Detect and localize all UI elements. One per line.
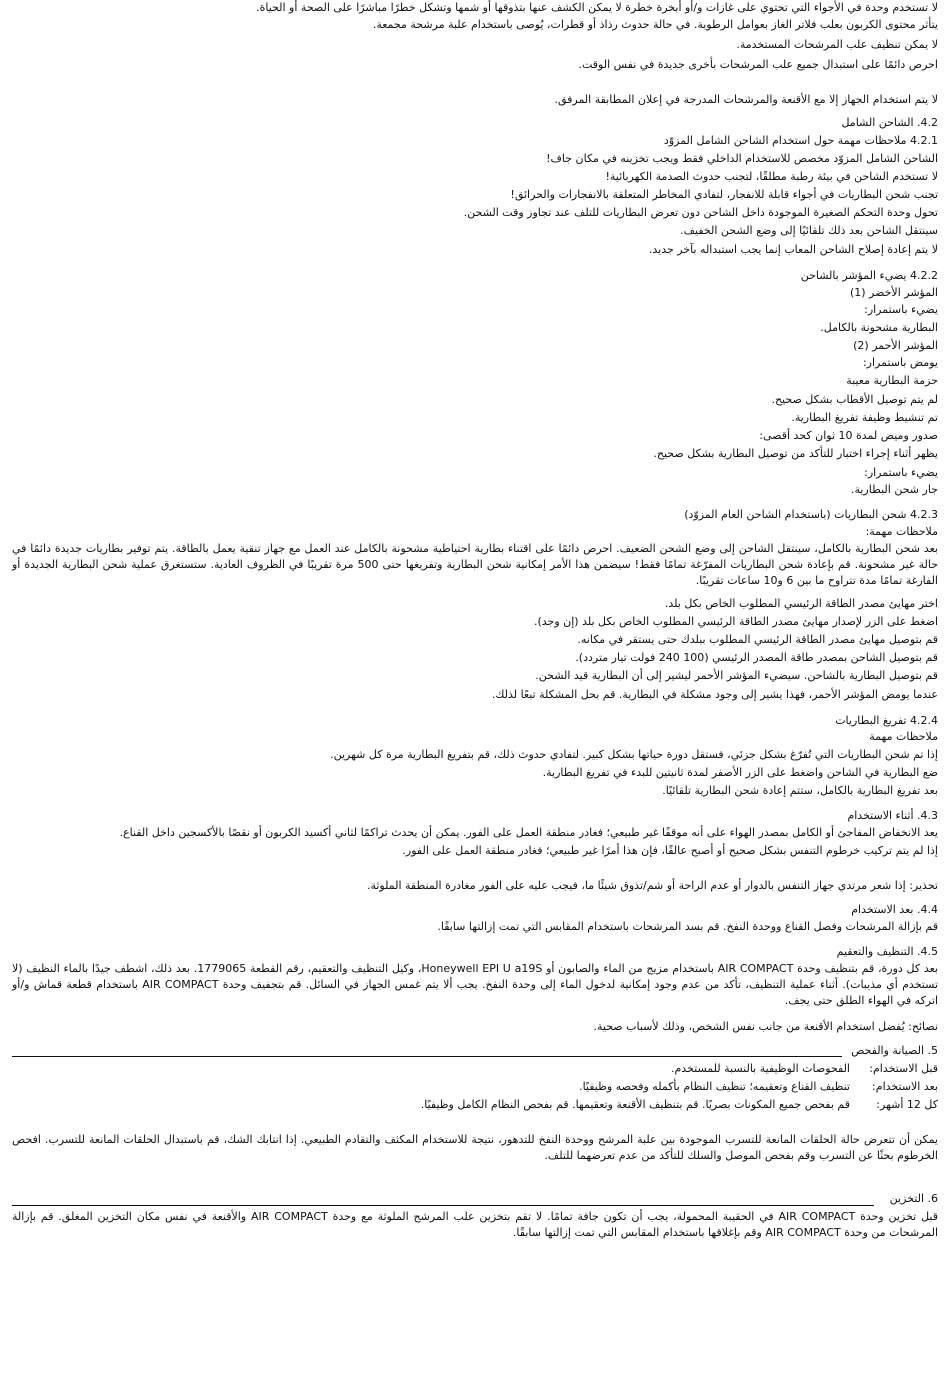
indicator-line: لم يتم توصيل الأقطاب بشكل صحيح. <box>771 393 938 406</box>
section-heading-6: 6. التخزين <box>889 1192 938 1205</box>
warning-line: لا تستخدم وحدة في الأجواء التي تحتوي على غازات و/أو أبخرة خطرة لا يمكن الكشف عنها بتذوقها أو شمها وتشكل خطرًا مباشرًا على الصحة أو الحياة. <box>256 1 938 14</box>
indicator-line: يومض باستمرار: <box>862 356 938 369</box>
section-heading-4-2-4: 4.2.4 تفريغ البطاريات <box>835 714 938 727</box>
maintenance-what: تنظيف القناع وتعقيمه؛ تنظيف النظام بأكمله وفحصه وظيفيًا. <box>579 1080 850 1093</box>
list-item: الشاحن الشامل المزوّد مخصص للاستخدام الداخلي فقط ويجب تخزينه في مكان جاف! <box>546 152 938 165</box>
section-heading-4-2: 4.2. الشاحن الشامل <box>841 116 938 129</box>
notes-label: ملاحظات مهمة: <box>865 525 938 538</box>
indicator-line: يضيء باستمرار: <box>864 466 938 479</box>
usage-line: يعد الانخفاض المفاجئ أو الكامل بمصدر الهواء على أنه موقفًا غير طبيعي؛ فغادر منطقة العمل على الفور. يمكن أن يحدث تراكمًا لثاني أكسيد الكربون أو نقصًا بالأكسجين داخل القناع. <box>119 826 938 839</box>
heading-rule <box>12 1056 842 1057</box>
discharge-line: إذا تم شحن البطاريات التي تُفرّغ بشكل جزئي، فستقل دورة حياتها بشكل كبير. لتفادي حدوث ذلك، قم بتفريغ البطارية مرة كل شهرين. <box>330 748 938 761</box>
list-item: تحول وحدة التحكم الصغيرة الموجودة داخل الشاحن دون تعرض البطاريات للتلف عند تجاوز وقت الشحن. <box>463 206 938 219</box>
step-item: اضغط على الزر لإصدار مهايئ مصدر الطاقة الرئيسي المطلوب الخاص بكل بلد (إن وجد). <box>533 615 938 628</box>
section-heading-4-3: 4.3. أثناء الاستخدام <box>847 809 938 822</box>
usage-line: إذا لم يتم تركيب خرطوم التنفس بشكل صحيح أو أصبح عالقًا، فإن هذا أمرًا غير طبيعي؛ فغادر منطقة العمل على الفور. <box>402 844 938 857</box>
indicator-line: يظهر أثناء إجراء اختبار للتأكد من توصيل البطارية بشكل صحيح. <box>653 447 938 460</box>
charging-paragraph: بعد شحن البطارية بالكامل، سينتقل الشاحن إلى وضع الشحن الضعيف. احرص دائمًا على اقتناء بطارية احتياطية مشحونة بالكامل عند العمل مع جهاز تنقية يعمل بالطاقة. يتم توفير بطاريات جديدة دائمًا في حالة غير مشحونة. قم بإعادة شحن البطاريات المفرّغة تمامًا فقط! سيضمن هذا الأمر إمكانية شحن البطارية وتفريغها حتى 500 مرة تقريبًا في الظروف العادية. ستستغرق عملية شحن البطارية الجديدة أو الفارغة تمامًا مدة تتراوح ما بين 6 و10 ساعات تقريبًا. <box>12 542 939 587</box>
notes-label: ملاحظات مهمة <box>869 730 938 743</box>
discharge-line: ضع البطارية في الشاحن واضغط على الزر الأصفر لمدة ثانيتين للبدء في تفريغ البطارية. <box>542 766 938 779</box>
section-heading-4-2-2: 4.2.2 يضيء المؤشر بالشاحن <box>800 269 938 282</box>
indicator-line: البطارية مشحونة بالكامل. <box>820 321 938 334</box>
cleaning-paragraph: بعد كل دورة، قم بتنظيف وحدة AIR COMPACT باستخدام مزيج من الماء والصابون أو Honeywell EPI U a19S، وكيل التنظيف والتعقيم، رقم القطعة 1779065. بعد ذلك، اشطف جيدًا بالماء النظيف (لا تستخدم أي مذيبات). أثناء عملية التنظيف، تأكد من عدم وجود إمكانية لدخول الماء إلى وحدة النفخ. يجب ألا يتم غمس الجهاز في السائل. قم بتجفيف وحدة AIR COMPACT باستخدام قطعة قماش و/أو اتركه في الهواء الطلق حتى يجف. <box>12 962 939 1007</box>
section-heading-4-4: 4.4. بعد الاستخدام <box>851 903 938 916</box>
discharge-line: بعد تفريغ البطارية بالكامل، ستتم إعادة شحن البطارية تلقائيًا. <box>662 784 938 797</box>
warning-line: لا يمكن تنظيف علب المرشحات المستخدمة. <box>736 38 938 51</box>
section-heading-4-5: 4.5. التنظيف والتعقيم <box>836 945 938 958</box>
heading-rule <box>12 1205 874 1206</box>
list-item: لا يتم إعادة إصلاح الشاحن المعاب إنما يجب استبداله بآخر جديد. <box>648 243 938 256</box>
list-item: تجنب شحن البطاريات في أجواء قابلة للانفجار، لتفادي المخاطر المتعلقة بالانفجارات والحرائق! <box>510 188 938 201</box>
section-heading-4-2-1: 4.2.1 ملاحظات مهمة حول استخدام الشاحن الشامل المزوّد <box>663 134 938 147</box>
indicator-line: حزمة البطارية معيبة <box>846 374 938 387</box>
section-heading-4-2-3: 4.2.3 شحن البطاريات (باستخدام الشاحن العام المزوّد) <box>684 508 938 521</box>
section-heading-5: 5. الصيانة والفحص <box>851 1044 938 1057</box>
maintenance-what: قم بفحص جميع المكونات بصريًا. قم بتنظيف الأقنعة وتعقيمها. قم بفحص النظام الكامل وظيفيًا. <box>420 1098 850 1111</box>
approved-note: لا يتم استخدام الجهاز إلا مع الأقنعة والمرشحات المدرجة في إعلان المطابقة المرفق. <box>554 93 938 106</box>
maintenance-when: كل 12 أشهر: <box>876 1098 938 1111</box>
maintenance-when: قبل الاستخدام: <box>869 1062 938 1075</box>
indicator-line: المؤشر الأحمر (2) <box>853 339 938 352</box>
warning-text: تحذير: إذا شعر مرتدي جهاز التنفس بالدوار أو عدم الراحة أو شم/تذوق شيئًا ما، فيجب عليه على الفور مغادرة المنطقة الملوثة. <box>366 879 938 892</box>
step-item: عندما يومض المؤشر الأحمر، فهذا يشير إلى وجود مشكلة في البطارية. قم بحل المشكلة تبعًا لذلك. <box>491 688 938 701</box>
warning-line: احرص دائمًا على استبدال جميع علب المرشحات بأخرى جديدة في نفس الوقت. <box>578 58 938 71</box>
list-item: لا تستخدم الشاحن في بيئة رطبة مطلقًا، لتجنب حدوث الصدمة الكهربائية! <box>605 170 938 183</box>
indicator-line: المؤشر الأخضر (1) <box>849 286 938 299</box>
maintenance-when: بعد الاستخدام: <box>872 1080 938 1093</box>
after-use-line: قم بإزالة المرشحات وفصل القناع ووحدة النفخ. قم بسد المرشحات باستخدام المقابس التي تمت إزالتها سابقًا. <box>437 920 938 933</box>
step-item: قم بتوصيل مهايئ مصدر الطاقة الرئيسي المطلوب ببلدك حتى يستقر في مكانه. <box>577 633 938 646</box>
indicator-line: تم تنشيط وظيفة تفريغ البطارية. <box>791 411 938 424</box>
indicator-line: جار شحن البطارية. <box>850 483 938 496</box>
seal-paragraph: يمكن أن تتعرض حالة الحلقات المانعة للتسرب الموجودة بين علبة المرشح ووحدة النفخ للتدهور، نتيجة للاستخدام المكثف والتقادم الطبيعي. إذا انتابك الشك، قم باستبدال الحلقات المانعة للتسرب. افحص الخرطوم بحثًا عن التسرب وقم بفحص الموصل والسلك للتأكد من عدم تعرضهما للتلف. <box>12 1133 938 1162</box>
warning-line: يتأثر محتوى الكربون بعلب فلاتر الغاز بعوامل الرطوبة. في حالة حدوث رذاذ أو قطرات، يُوصى باستخدام علبة مرشحة مجمعة. <box>372 18 938 31</box>
list-item: سينتقل الشاحن بعد ذلك تلقائيًا إلى وضع الشحن الخفيف. <box>680 224 938 237</box>
tips-text: نصائح: يُفضل استخدام الأقنعة من جانب نفس الشخص، وذلك لأسباب صحية. <box>593 1020 938 1033</box>
indicator-line: يضيء باستمرار: <box>864 303 938 316</box>
maintenance-what: الفحوصات الوظيفية بالنسبة للمستخدم. <box>670 1062 850 1075</box>
indicator-line: صدور وميض لمدة 10 ثوان كحد أقصى: <box>759 429 938 442</box>
step-item: قم بتوصيل البطارية بالشاحن. سيضيء المؤشر الأحمر ليشير إلى أن البطارية قيد الشحن. <box>535 669 938 682</box>
storage-paragraph: قبل تخزين وحدة AIR COMPACT في الحقيبة المحمولة، يجب أن تكون جافة تمامًا. لا تقم بتخزين علب المرشح الملوثة مع وحدة AIR COMPACT والأقنعة في نفس مكان التخزين المغلق. قم بإزالة المرشحات من وحدة AIR COMPACT وقم بإغلاقها باستخدام المقابس التي تمت إزالتها سابقًا. <box>12 1210 938 1239</box>
step-item: اختر مهايئ مصدر الطاقة الرئيسي المطلوب الخاص بكل بلد. <box>664 597 938 610</box>
step-item: قم بتوصيل الشاحن بمصدر طاقة المصدر الرئيسي (100 240 فولت تيار متردد). <box>575 651 938 664</box>
